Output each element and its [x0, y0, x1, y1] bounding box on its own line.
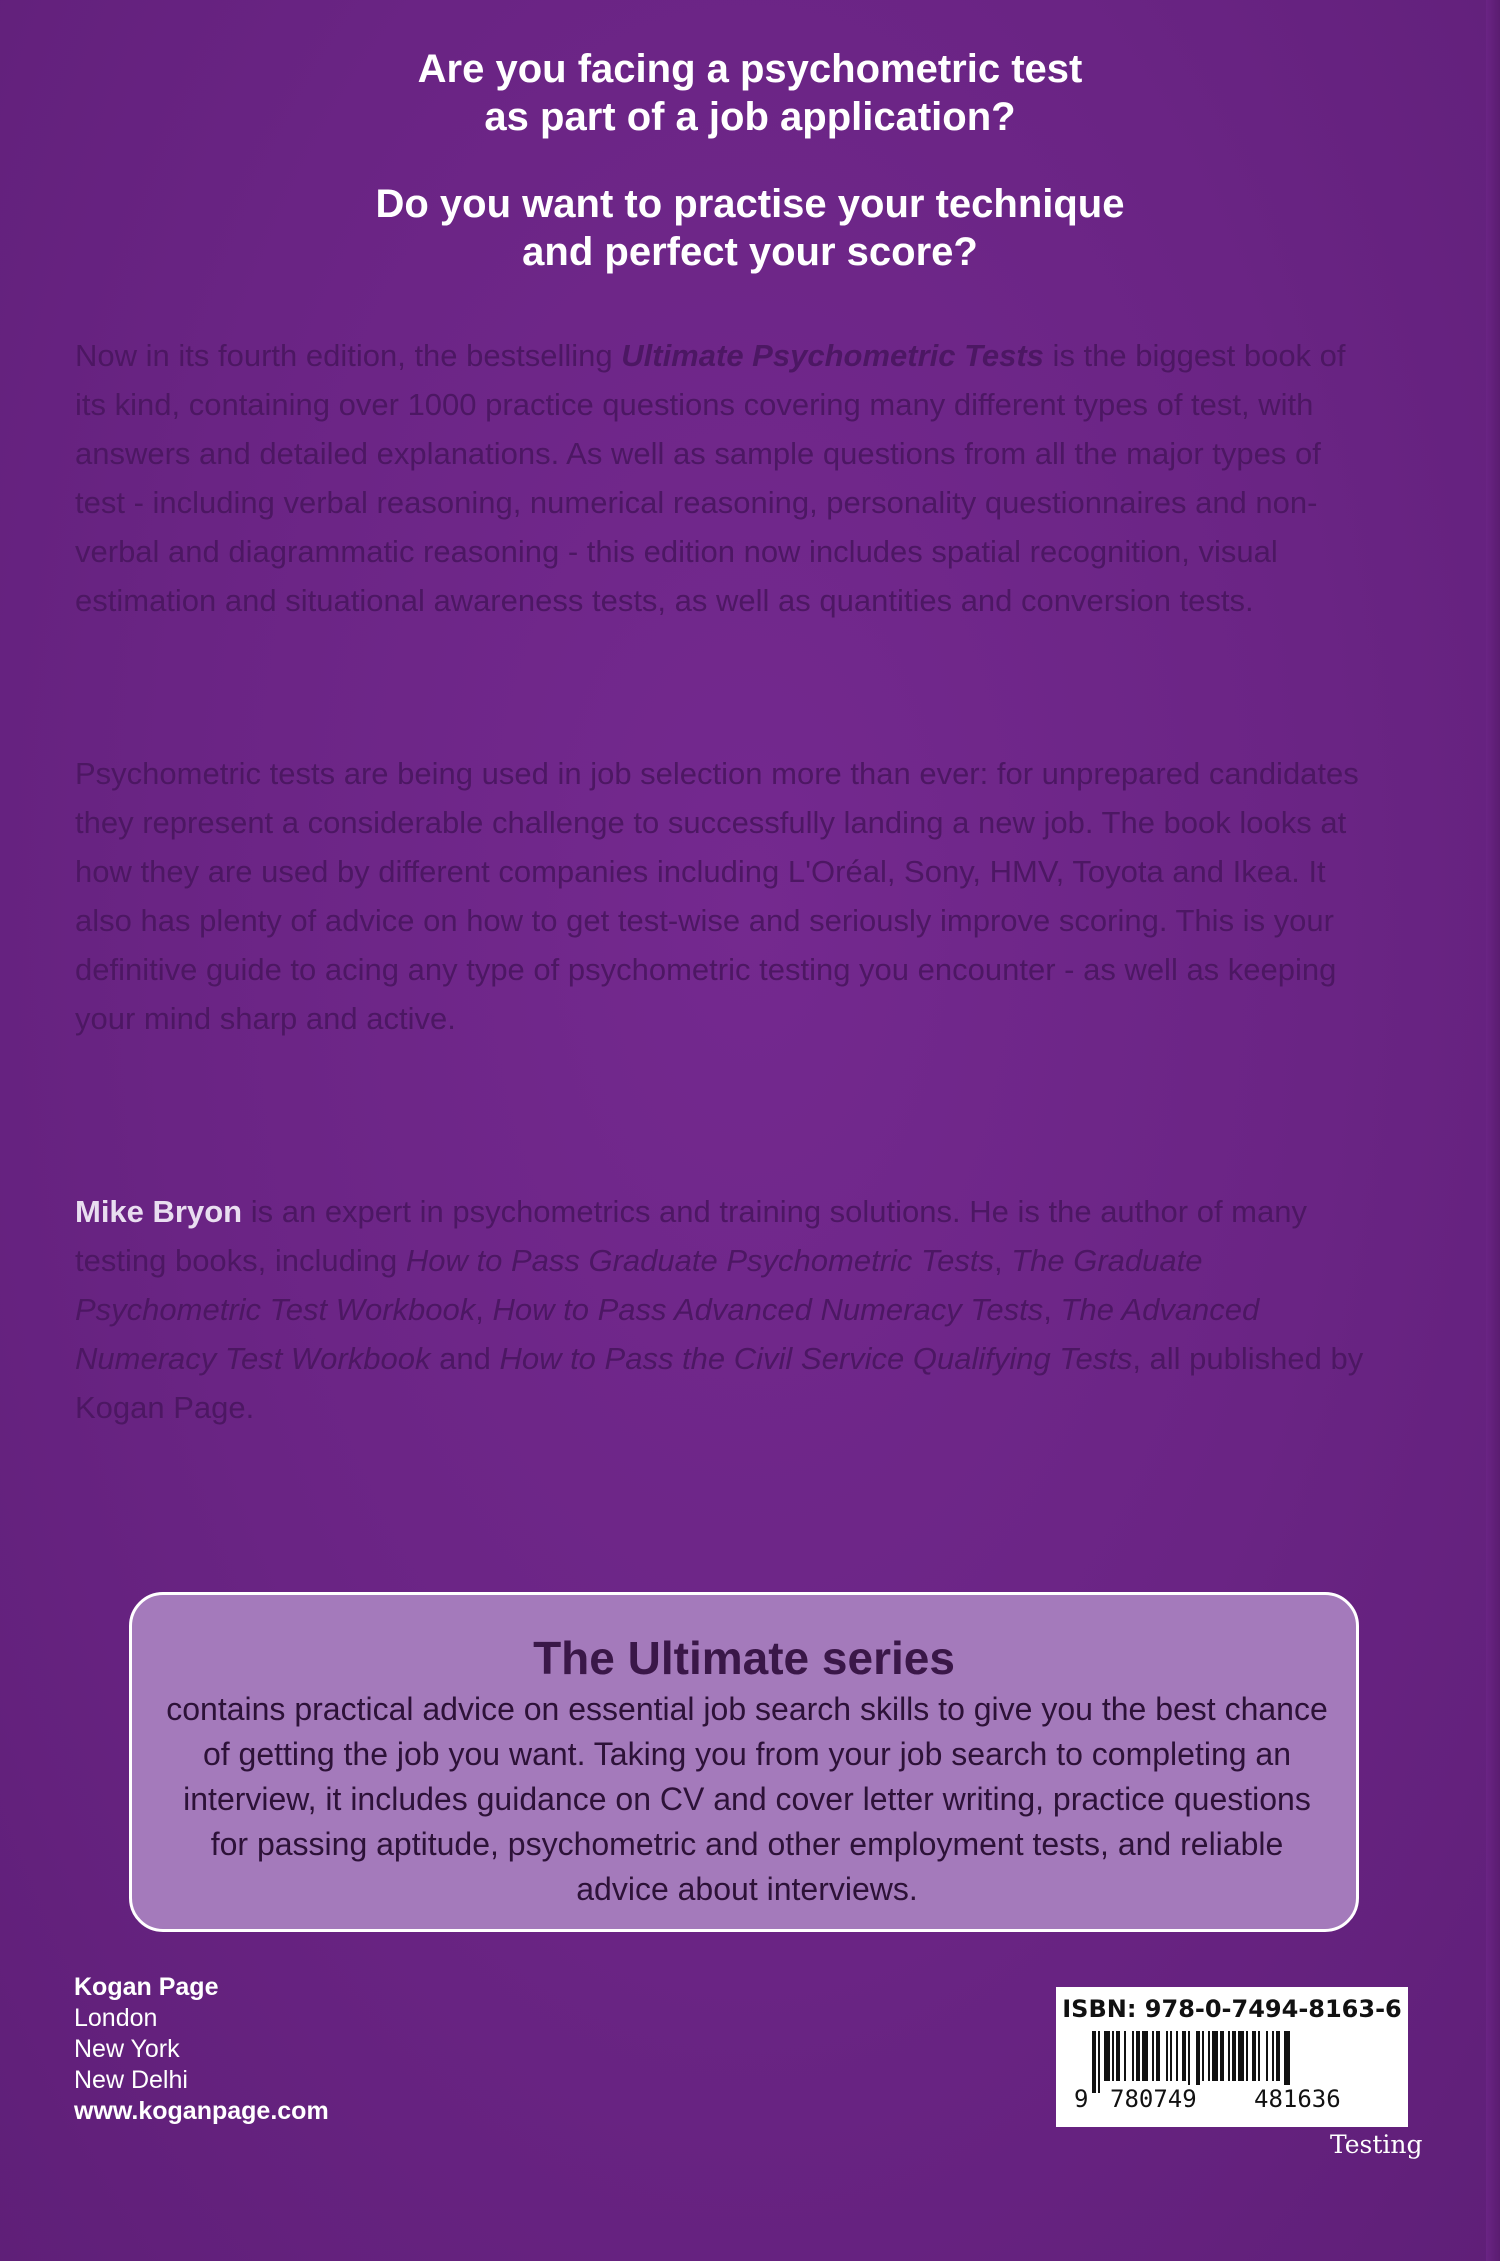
barcode-box — [1056, 1987, 1408, 2127]
book-title: Ultimate Psychometric Tests — [621, 338, 1044, 373]
book-3: How to Pass Advanced Numeracy Tests — [492, 1292, 1044, 1327]
publisher-website: www.koganpage.com — [74, 2097, 329, 2125]
bio-sep-3: , — [1043, 1292, 1061, 1327]
publisher-name: Kogan Page — [74, 1973, 219, 2001]
barcode-digit-lead: 9 — [1074, 2085, 1089, 2113]
series-description: contains practical advice on essential job search skills to give you the best chance of getting the job you want. Taking you from your job search to completing an interview, it includes guidance on CV and cover letter writing, practice questions for passing aptitude, psychometric and other employment tests, and reliable advice about interviews. — [166, 1691, 1328, 1907]
book-5: How to Pass the Civil Service Qualifying Tests — [499, 1341, 1133, 1376]
intro-text-a: Now in its fourth edition, the bestselling — [75, 338, 622, 373]
author-bio — [75, 1187, 1375, 1432]
bio-and: and — [430, 1341, 500, 1376]
book-1: How to Pass Graduate Psychometric Tests — [405, 1243, 994, 1278]
category-label: Testing — [1330, 2130, 1423, 2159]
headline-1-line-1: Are you facing a psychometric test — [417, 47, 1083, 91]
publisher-block — [74, 1972, 329, 2127]
isbn-label: ISBN: 978-0-7494-8163-6 — [1062, 1995, 1402, 2023]
bio-sep-2: , — [475, 1292, 493, 1327]
intro-text-b: is the biggest book of its kind, containing over 1000 practice questions covering many different types of test, with answers and detailed explanations. As well as sample questions from all the major types of test - including verbal reasoning, numerical reasoning, personality questionnaires and non-verbal and diagrammatic reasoning - this edition now includes spatial recognition, visual estimation and situational awareness tests, as well as quantities and conversion tests. — [75, 338, 1346, 618]
bio-end: , all published by Kogan Page. — [75, 1341, 1364, 1425]
barcode-digits-right: 481636 — [1250, 2085, 1345, 2113]
series-title: The Ultimate series — [533, 1632, 955, 1684]
intro-paragraph — [75, 331, 1375, 625]
cover-edge — [1486, 0, 1500, 2261]
author-name: Mike Bryon — [75, 1194, 243, 1229]
bio-sep-1: , — [993, 1243, 1012, 1278]
publisher-city-new-delhi: New Delhi — [74, 2066, 188, 2094]
headline-2-line-2: and perfect your score? — [522, 230, 978, 274]
bio-text-a: is an expert in psychometrics and training solutions. He is the author of many testing books, including — [75, 1194, 1307, 1278]
publisher-city-new-york: New York — [74, 2035, 180, 2063]
book-2: The Graduate Psychometric Test Workbook — [75, 1243, 1203, 1327]
headline-2-line-1: Do you want to practise your technique — [375, 182, 1125, 226]
series-box — [129, 1592, 1359, 1932]
headline-1-line-2: as part of a job application? — [484, 95, 1016, 139]
book-4: The Advanced Numeracy Test Workbook — [75, 1292, 1260, 1376]
barcode-digits-left: 780749 — [1106, 2085, 1201, 2113]
publisher-city-london: London — [74, 2004, 158, 2032]
headline-question-1 — [100, 45, 1400, 141]
headline-question-2 — [100, 180, 1400, 276]
usage-paragraph: Psychometric tests are being used in job selection more than ever: for unprepared candidates they represent a considerable challenge to successfully landing a new job. The book looks at how they are used by different companies including L'Oréal, Sony, HMV, Toyota and Ikea. It also has plenty of advice on how to get test-wise and seriously improve scoring. This is your definitive guide to acing any type of psychometric testing you encounter - as well as keeping your mind sharp and active. — [75, 756, 1359, 1036]
